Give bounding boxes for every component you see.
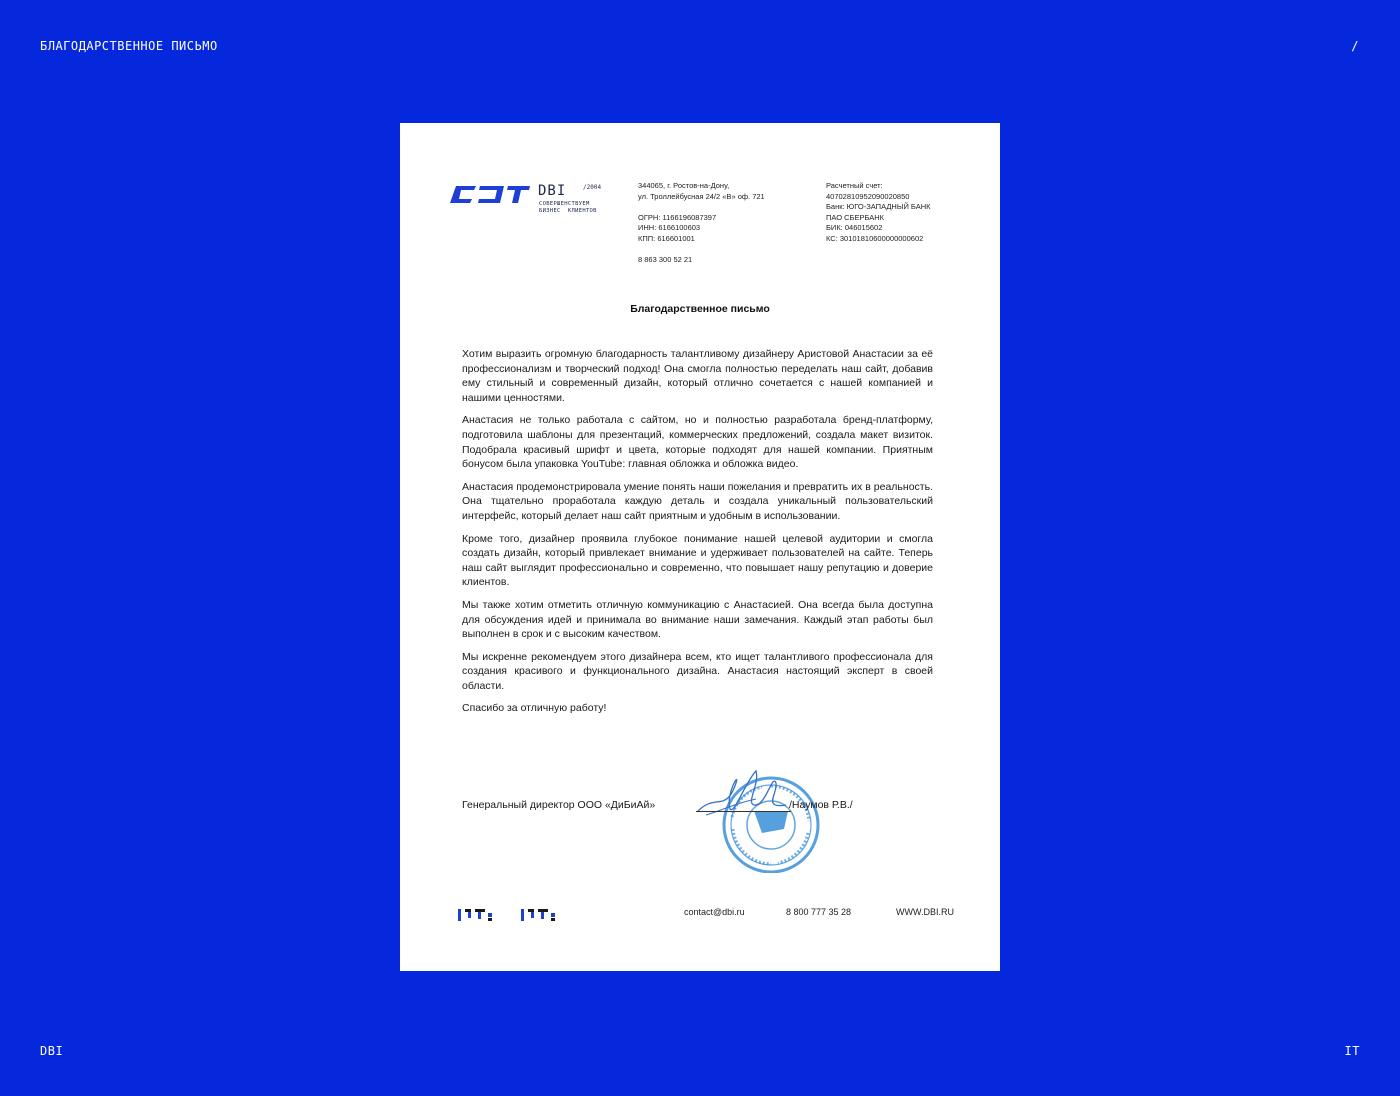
- company-details: [638, 181, 765, 266]
- frame-slash: /: [1351, 39, 1359, 53]
- bank-line: ПАО СБЕРБАНК: [826, 212, 885, 222]
- frame-title: БЛАГОДАРСТВЕННОЕ ПИСЬМО: [40, 39, 218, 53]
- stamp-and-signature-icon: [696, 753, 826, 873]
- signatory-role: Генеральный директор ООО «ДиБиАй»: [462, 799, 656, 811]
- bank-line: 40702810952090020850: [826, 191, 910, 201]
- paragraph: Анастасия не только работала с сайтом, но и полностью разработала бренд-платформу, подготовила шаблоны для презентаций, коммерческих предложений, создала макет визиток. Подобрала красивый шрифт и цвета, которые подходят для нашей компании. Приятным бонусом была упаковка YouTube: главная обложка и обложка видео.: [462, 414, 933, 471]
- paragraph: Кроме того, дизайнер проявила глубокое понимание нашей целевой аудитории и смогла создать дизайн, который привлекает внимание и удерживает пользователей на сайте. Теперь наш сайт выглядит профессионально и современно, что повышает нашу репутацию и доверие клиентов.: [462, 532, 933, 589]
- frame-category: IT: [1344, 1044, 1360, 1058]
- address-line: ул. Троллейбусная 24/2 «В» оф. 721: [638, 191, 765, 201]
- letter-title: Благодарственное письмо: [630, 303, 770, 315]
- paragraph: Хотим выразить огромную благодарность талантливому дизайнеру Аристовой Анастасии за её профессионализм и творческий подход! Она смогла полностью переделать наш сайт, добавив ему стильный и современный дизайн, который отлично сочетается с нашей компанией и нашими ценностями.: [462, 348, 933, 404]
- letter-body: [462, 347, 933, 724]
- brand-tagline: СОВЕРШЕНСТВУЕМ БИЗНЕС КЛИЕНТОВ: [539, 201, 597, 214]
- bank-line: Банк: ЮГО-ЗАПАДНЫЙ БАНК: [826, 202, 931, 212]
- paragraph: Мы искренне рекомендуем этого дизайнера всем, кто ищет талантливого профессионала для создания красивого и функционального дизайна. Анастасия настоящий эксперт в своей области.: [462, 650, 933, 692]
- paragraph: Спасибо за отличную работу!: [462, 702, 607, 715]
- signature-line: [696, 811, 791, 812]
- inn: ИНН: 6166100603: [638, 223, 701, 233]
- letter-sheet: [400, 123, 1000, 971]
- bank-line: БИК: 046015602: [826, 223, 883, 233]
- bank-line: Расчетный счет:: [826, 181, 883, 190]
- frame-brand: DBI: [40, 1044, 64, 1058]
- footer-site: WWW.DBI.RU: [896, 907, 954, 917]
- brand-name: DBI: [538, 183, 567, 199]
- bank-line: КС: 30101810600000000602: [826, 233, 924, 243]
- kpp: КПП: 616601001: [638, 233, 695, 243]
- signatory-name: /Наумов Р.В./: [789, 799, 853, 811]
- paragraph: Анастасия продемонстрировала умение понять наши пожелания и превратить их в реальность. Она тщательно проработала каждую деталь и создала уникальный пользовательский интерфейс, который делает наш сайт приятным и удобным в использовании.: [462, 480, 933, 522]
- dbi-logo-icon: [450, 186, 530, 203]
- footer-phone: 8 800 777 35 28: [786, 907, 852, 917]
- company-phone: 8 863 300 52 21: [638, 255, 693, 265]
- address-line: 344065, г. Ростов-на-Дону,: [638, 181, 730, 190]
- paragraph: Мы также хотим отметить отличную коммуникацию с Анастасией. Она всегда была доступна для обсуждения идей и принимала во внимание наши замечания. Каждый этап работы был выполнен в срок и с высоким качеством.: [462, 598, 933, 641]
- ogrn: ОГРН: 1166196087397: [638, 212, 717, 222]
- brand-year: /2004: [583, 184, 602, 191]
- footer-logo-icon: [458, 907, 573, 923]
- footer-email: contact@dbi.ru: [684, 907, 745, 917]
- bank-details: [826, 181, 930, 245]
